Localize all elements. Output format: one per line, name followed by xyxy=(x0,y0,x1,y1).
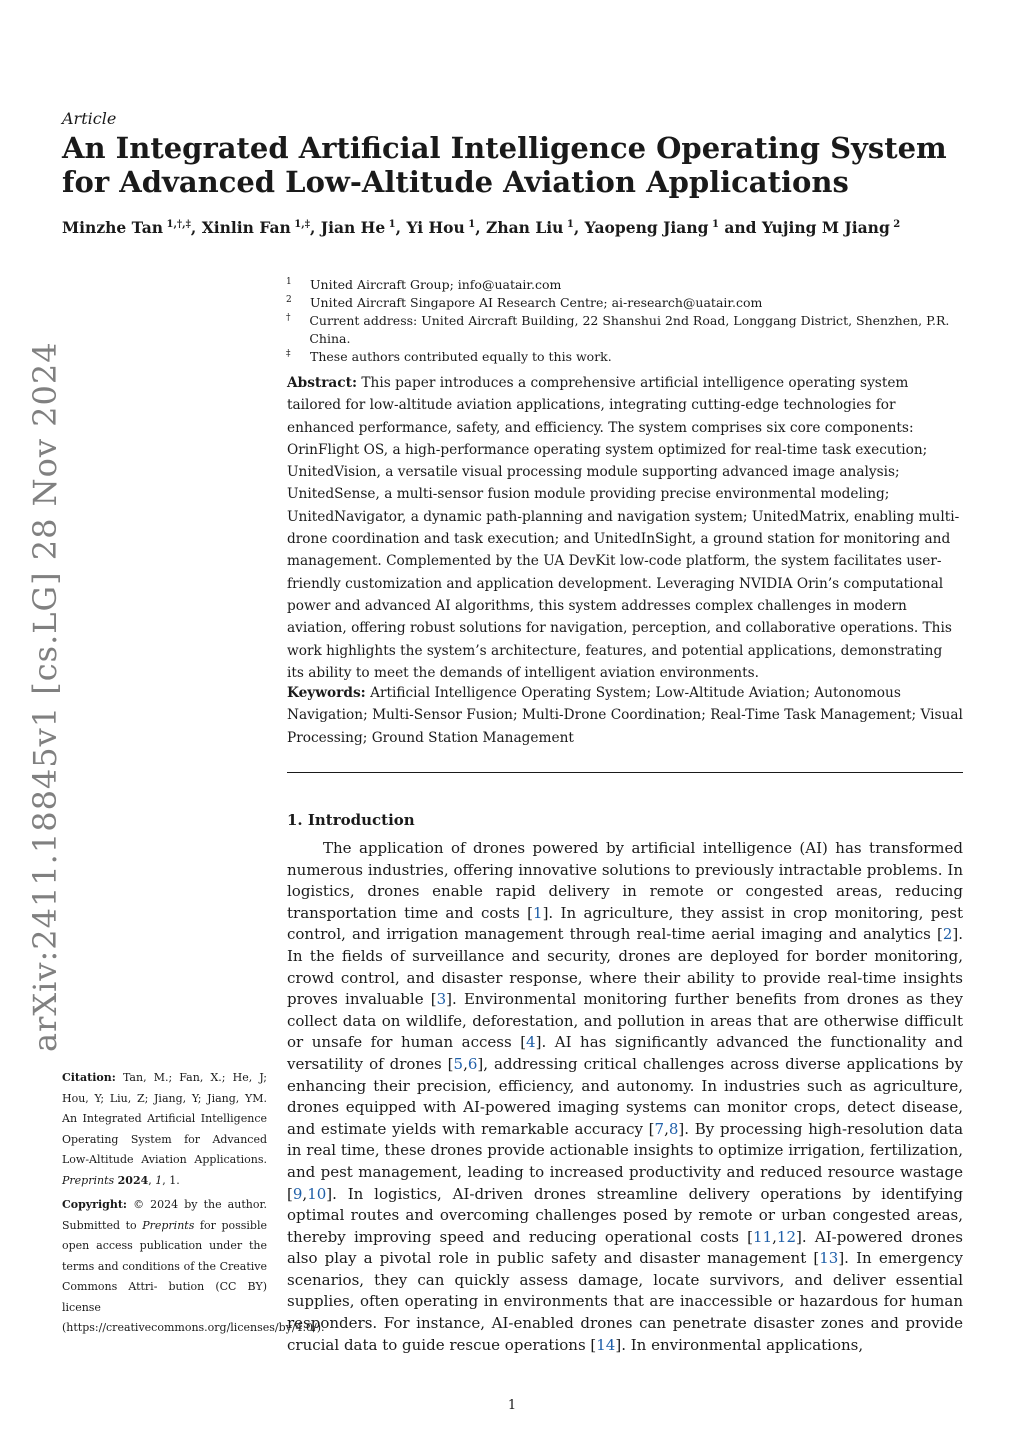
author-name: Yaopeng Jiang xyxy=(584,218,709,237)
copyright-license[interactable]: for possible open access publication under the terms and conditions of the Creative Commons Attri- bution (CC BY) license (https://creativecommons.org/licenses/by/4.0/). xyxy=(62,1218,325,1334)
body-text-segment: ]. AI-powered drones also play a pivotal role in public safety and disaster management [ xyxy=(287,1227,963,1268)
copyright-label: Copyright: xyxy=(62,1198,127,1211)
citation-text: Tan, M.; Fan, X.; He, J; Hou, Y; Liu, Z; Jiang, Y; Jiang, YM. An Integrated Artificial Intelligence Operating System for Advanced Low-Altitude Aviation Applications. xyxy=(62,1071,267,1166)
body-text-segment: , xyxy=(302,1184,308,1203)
author-separator: , xyxy=(190,218,202,237)
body-text-segment: ]. AI has significantly advanced the functionality and versatility of drones [ xyxy=(287,1033,963,1073)
citation-link[interactable]: 3 xyxy=(436,990,447,1009)
body-text-segment: , xyxy=(772,1227,777,1246)
citation-link[interactable]: 4 xyxy=(526,1033,536,1052)
section-divider xyxy=(287,772,963,773)
affiliation-mark: † xyxy=(286,313,291,323)
affiliation-text: Current address: United Aircraft Building, 22 Shanshui 2nd Road, Longgang District, Shenzhen, P.R. China. xyxy=(309,313,950,346)
author-separator: , xyxy=(395,218,407,237)
affiliation-mark: ‡ xyxy=(286,349,291,359)
author-affiliation-mark: 1 xyxy=(563,218,574,230)
body-text-segment: ]. By processing high-resolution data in real time, these drones provide actionable insights to optimize irrigation, fertilization, and pest management, leading to increased productivity and reduced resource wastage [ xyxy=(287,1119,964,1203)
introduction-paragraph xyxy=(287,838,963,1356)
citation-link[interactable]: 9 xyxy=(292,1184,303,1203)
citation-link[interactable]: 8 xyxy=(668,1119,679,1138)
body-text-segment: ]. Environmental monitoring further benefits from drones as they collect data on wildlife, deforestation, and pollution in areas that are otherwise difficult or unsafe for human access [ xyxy=(287,990,963,1052)
citation-block: Citation: Tan, M.; Fan, X.; He, J; Hou, Y; Liu, Z; Jiang, Y; Jiang, YM. An Integrated Artificial Intelligence Operating System for Advanced Low-Altitude Aviation Applications. Preprints 2024, 1, 1. xyxy=(62,1071,267,1187)
body-text-segment: ], addressing critical challenges across diverse applications by enhancing their precision, efficiency, and autonomy. In industries such as agriculture, drones equipped with AI-powered imaging systems can monitor crops, detect disease, and estimate yields with remarkable accuracy [ xyxy=(287,1054,963,1138)
body-text-segment: The application of drones powered by artificial intelligence (AI) has transformed numerous industries, offering innovative solutions to previously intractable problems. In logistics, drones enable rapid delivery in remote or congested areas, reducing transportation time and costs [ xyxy=(287,839,963,922)
author-name: Yi Hou xyxy=(406,218,465,237)
author-name: Yujing M Jiang xyxy=(761,218,890,237)
abstract-text: This paper introduces a comprehensive artificial intelligence operating system tailored for low-altitude aviation applications, integrating cutting-edge technologies for enhanced performance, safety, and efficiency. The system comprises six core components: OrinFlight OS, a high-performance operating system optimized for real-time task execution; UnitedVision, a versatile visual processing module supporting advanced image analysis; UnitedSense, a multi-sensor fusion module providing precise environmental modeling; UnitedNavigator, a dynamic path-planning and navigation system; UnitedMatrix, enabling multi-drone coordination and task execution; and UnitedInSight, a ground station for monitoring and management. Complemented by the UA DevKit low-code platform, the system facilitates user-friendly customization and application development. Leveraging NVIDIA Orin’s computational power and advanced AI algorithms, this system addresses complex challenges in modern aviation, offering robust solutions for navigation, perception, and collaborative operations. This work highlights the system’s architecture, features, and potential applications, demonstrating its ability to meet the demands of intelligent aviation environments. xyxy=(287,375,960,681)
citation-link[interactable]: 10 xyxy=(307,1184,327,1203)
keywords-label: Keywords: xyxy=(287,685,366,701)
affiliation-row xyxy=(286,294,976,312)
copyright-journal: Preprints xyxy=(142,1218,195,1232)
body-text-segment: ]. In environmental applications, xyxy=(615,1335,864,1354)
citation-link[interactable]: 2 xyxy=(942,925,953,944)
keywords xyxy=(287,682,963,749)
body-text-segment: , xyxy=(463,1054,468,1073)
author-affiliation-mark: 1,†,‡ xyxy=(163,218,191,230)
section-heading-introduction: 1. Introduction xyxy=(287,811,415,829)
affiliation-text: United Aircraft Group; info@uatair.com xyxy=(310,277,562,292)
author-separator: and xyxy=(718,218,762,237)
affiliation-text: These authors contributed equally to this work. xyxy=(310,349,612,364)
author-affiliation-mark: 1 xyxy=(464,218,476,230)
body-text-segment: ]. In logistics, AI-driven drones streamline delivery operations by identifying optimal routes and overcoming challenges posed by remote or urban congested areas, thereby improving speed and reducing operational costs [ xyxy=(287,1184,963,1246)
paper-title: An Integrated Artificial Intelligence Operating System for Advanced Low-Altitude Aviation Applications xyxy=(62,131,947,199)
citation-journal: Preprints xyxy=(62,1173,115,1187)
copyright-block xyxy=(62,1195,325,1339)
citation-year: 2024 xyxy=(117,1173,149,1187)
citation-page: , 1. xyxy=(162,1173,180,1187)
article-type-label: Article xyxy=(62,109,117,128)
citation-link[interactable]: 6 xyxy=(467,1054,478,1073)
author-affiliation-mark: 2 xyxy=(889,218,901,230)
author-separator: , xyxy=(573,218,585,237)
author-name: Zhan Liu xyxy=(486,218,564,237)
body-text-segment: , xyxy=(664,1119,669,1138)
abstract xyxy=(287,372,963,684)
affiliation-row xyxy=(286,348,976,366)
arxiv-stamp[interactable]: arXiv:2411.18845v1 [cs.LG] 28 Nov 2024 xyxy=(26,341,64,1052)
affiliation-mark: 1 xyxy=(286,277,292,287)
body-text-segment: ]. In agriculture, they assist in crop monitoring, pest control, and irrigation management through real-time aerial imaging and analytics [ xyxy=(287,903,963,944)
body-text-segment: ]. In emergency scenarios, they can quickly assess damage, locate survivors, and deliver essential supplies, often operating in environments that are inaccessible or hazardous for human responders. For instance, AI-enabled drones can penetrate disaster zones and provide crucial data to guide rescue operations [ xyxy=(287,1249,963,1354)
author-affiliation-mark: 1,‡ xyxy=(290,218,310,230)
affiliations xyxy=(286,276,976,366)
author-separator: , xyxy=(475,218,487,237)
citation-link[interactable]: 13 xyxy=(819,1249,839,1268)
author-name: Minzhe Tan xyxy=(62,218,164,237)
author-name: Jian He xyxy=(320,218,386,237)
citation-link[interactable]: 12 xyxy=(776,1227,796,1246)
citation-link[interactable]: 14 xyxy=(596,1335,616,1354)
citation-link[interactable]: 1 xyxy=(533,903,543,922)
affiliation-row xyxy=(286,312,976,348)
author-separator: , xyxy=(309,218,321,237)
author-affiliation-mark: 1 xyxy=(708,218,719,230)
copyright-text: © 2024 by the author. Submitted to xyxy=(62,1198,267,1232)
citation-link[interactable]: 7 xyxy=(654,1119,665,1138)
citation-link[interactable]: 11 xyxy=(753,1227,773,1246)
author-affiliation-mark: 1 xyxy=(385,218,396,230)
abstract-label: Abstract: xyxy=(287,375,358,391)
body-text-segment: ]. In the fields of surveillance and security, drones are deployed for border monitoring, crowd control, and disaster response, where their ability to provide real-time insights proves invaluable [ xyxy=(287,925,963,1009)
citation-link[interactable]: 5 xyxy=(453,1054,464,1073)
author-name: Xinlin Fan xyxy=(201,218,291,237)
page-number: 1 xyxy=(507,1398,517,1413)
keywords-text: Artificial Intelligence Operating System; Low-Altitude Aviation; Autonomous Navigation; Multi-Sensor Fusion; Multi-Drone Coordination; Real-Time Task Management; Visual Processing; Ground Station Management xyxy=(287,685,963,746)
affiliation-text: United Aircraft Singapore AI Research Centre; ai-research@uatair.com xyxy=(310,295,763,310)
author-list xyxy=(62,218,900,237)
affiliation-row xyxy=(286,276,976,294)
citation-volume: 1 xyxy=(155,1173,163,1187)
citation-label: Citation: xyxy=(62,1071,116,1084)
affiliation-mark: 2 xyxy=(286,295,292,305)
